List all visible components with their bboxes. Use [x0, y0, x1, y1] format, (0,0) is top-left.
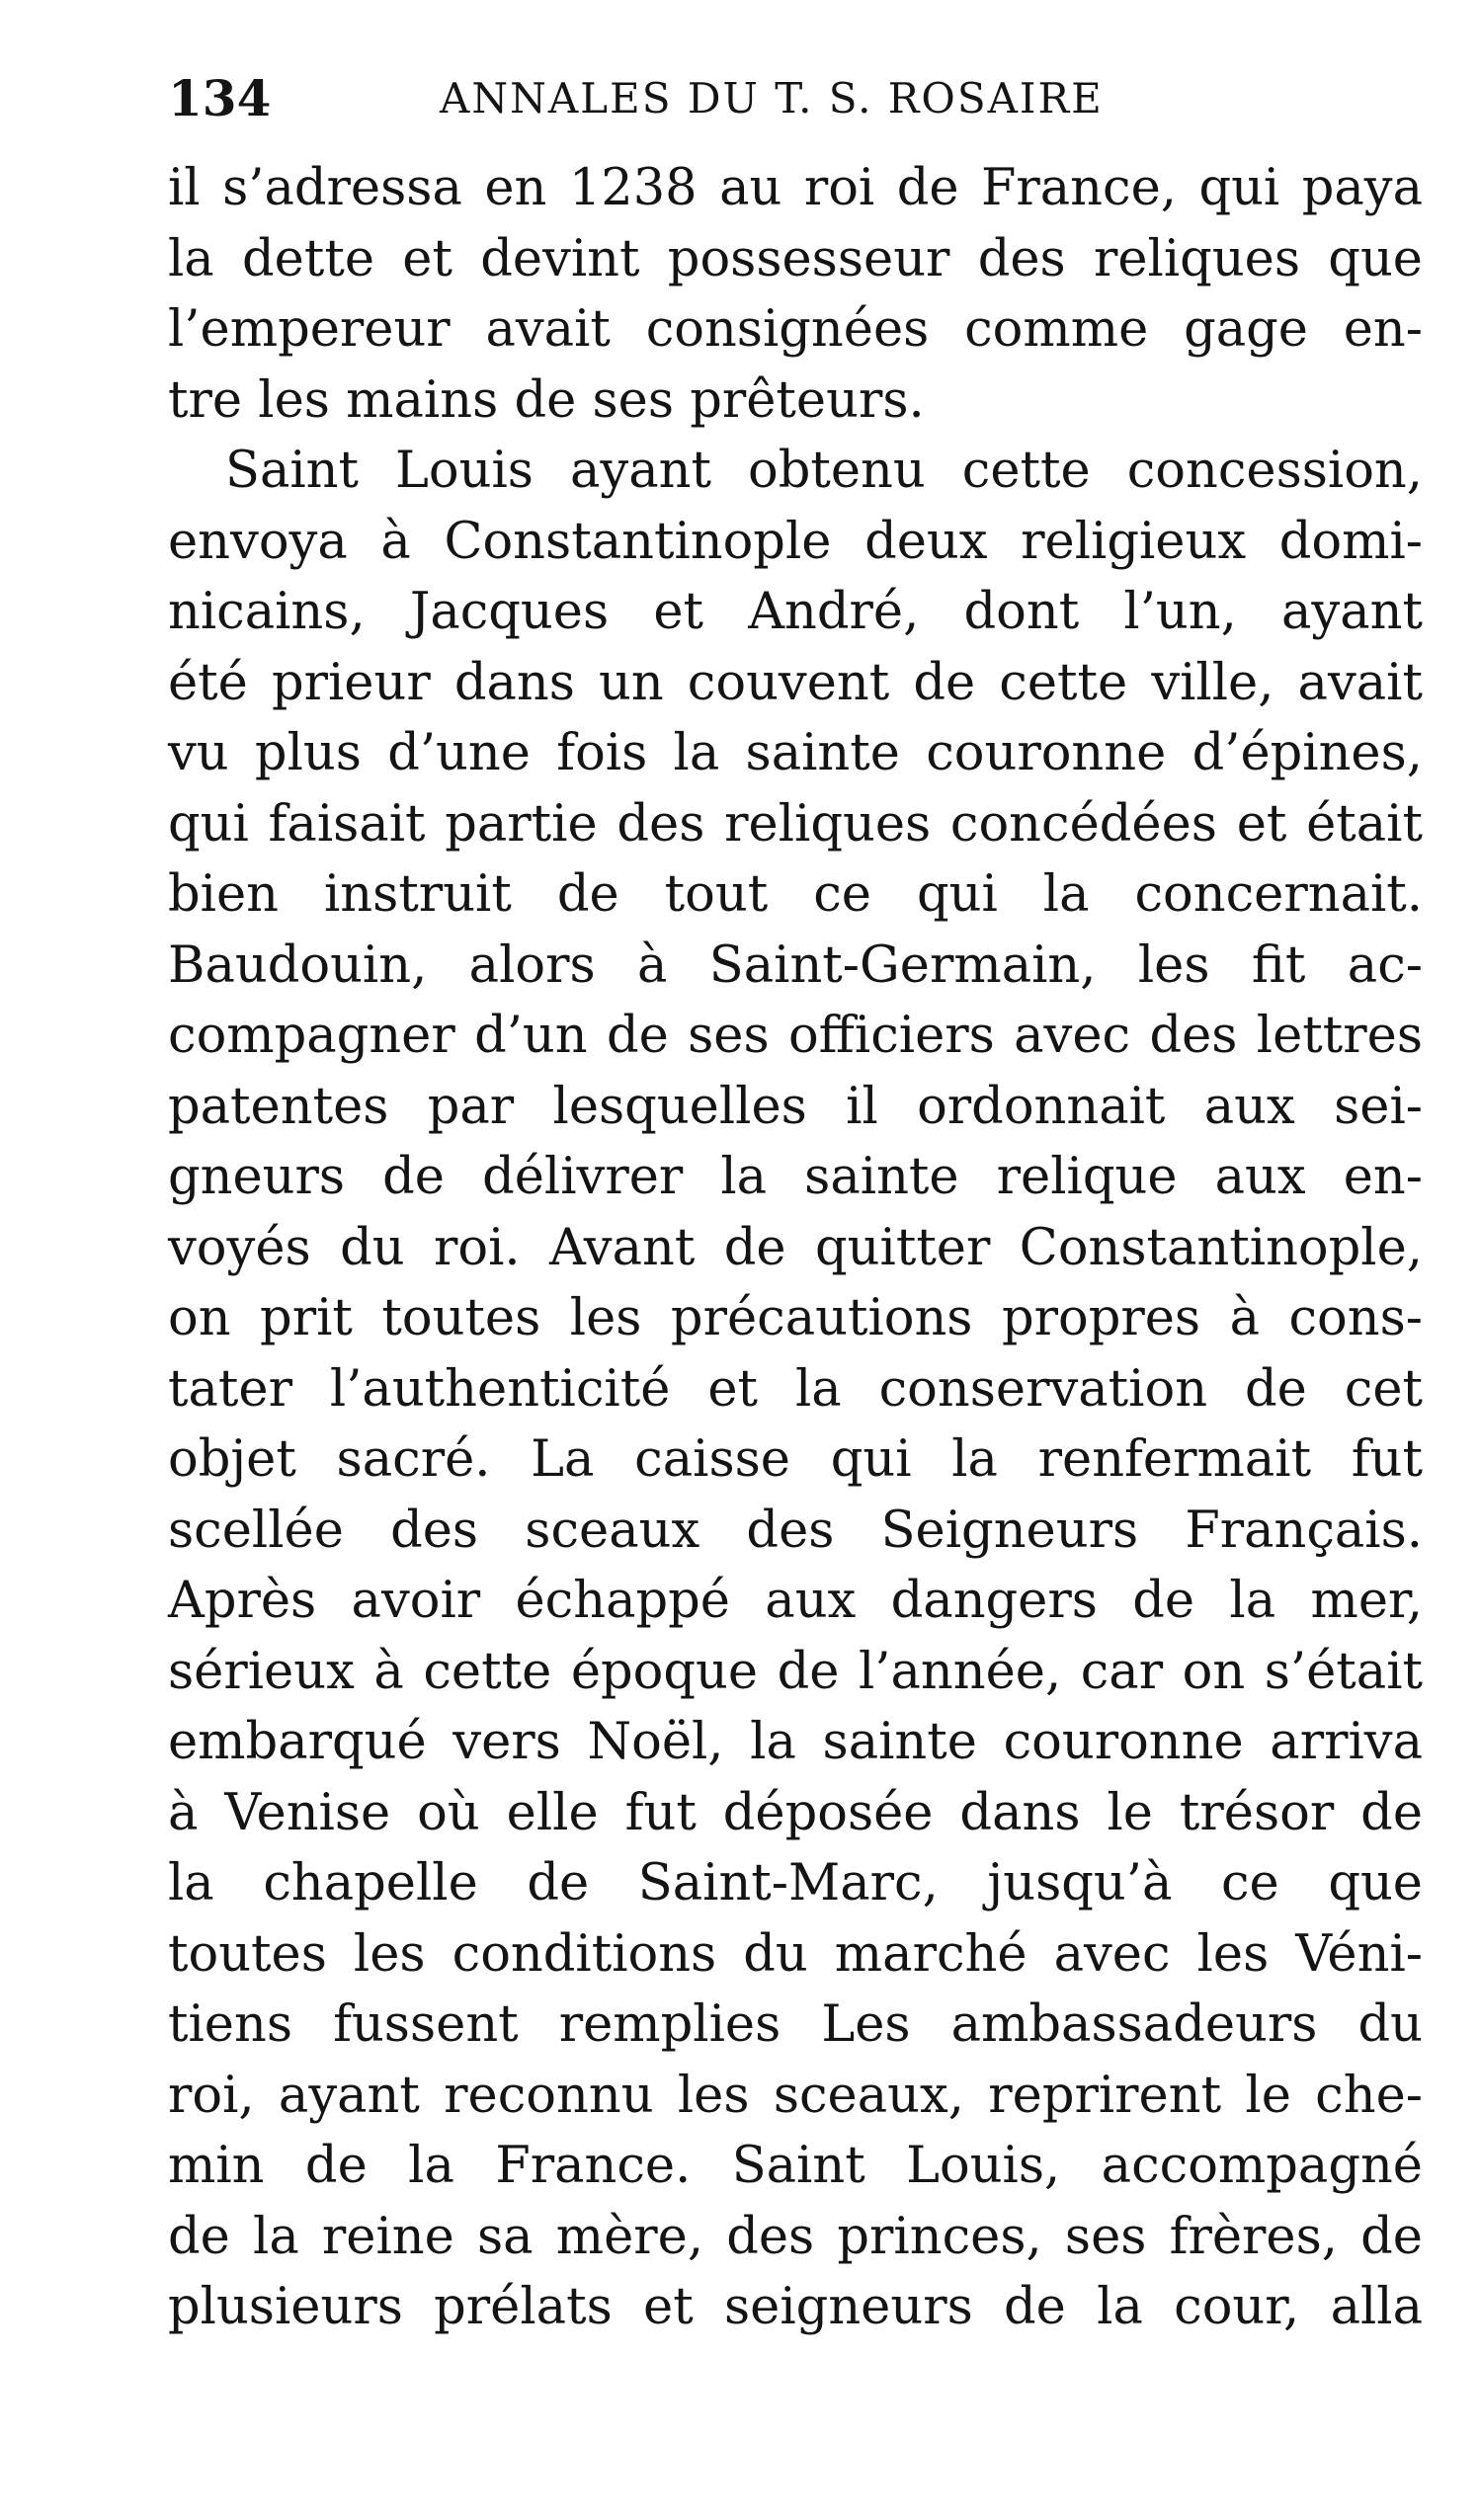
text-line: compagner d’un de ses officiers avec des lettres	[168, 1007, 1423, 1065]
text-line: bien instruit de tout ce qui la concernait.	[168, 865, 1423, 924]
text-line: l’empereur avait consignées comme gage en-	[168, 300, 1423, 359]
text-line: de la reine sa mère, des princes, ses frères, de	[168, 2207, 1423, 2266]
running-title: ANNALES DU T. S. ROSAIRE	[440, 74, 1104, 122]
text-line: sérieux à cette époque de l’année, car on s’était	[168, 1642, 1423, 1701]
text-line: tre les mains de ses prêteurs.	[168, 370, 925, 430]
text-line: objet sacré. La caisse qui la renfermait fut	[168, 1430, 1423, 1489]
text-line: qui faisait partie des reliques concédées et était	[168, 794, 1423, 854]
paragraph-2	[168, 436, 1423, 2343]
text-line: été prieur dans un couvent de cette ville, avait	[168, 653, 1423, 712]
text-line: tiens fussent remplies Les ambassadeurs du	[168, 1995, 1423, 2054]
text-line: plusieurs prélats et seigneurs de la cour, alla	[168, 2278, 1423, 2336]
page-number: 134	[168, 69, 272, 127]
paragraph-1	[168, 153, 1423, 436]
text-line: nicains, Jacques et André, dont l’un, ayant	[168, 583, 1423, 641]
text-line: min de la France. Saint Louis, accompagné	[168, 2137, 1423, 2195]
text-line: la chapelle de Saint-Marc, jusqu’à ce que	[168, 1854, 1423, 1912]
text-line: patentes par lesquelles il ordonnait aux sei-	[168, 1077, 1423, 1136]
text-line: Après avoir échappé aux dangers de la mer,	[168, 1572, 1423, 1630]
text-line: voyés du roi. Avant de quitter Constantinople,	[168, 1218, 1423, 1277]
text-line: scellée des sceaux des Seigneurs Français.	[168, 1501, 1423, 1560]
text-line: embarqué vers Noël, la sainte couronne arriva	[168, 1713, 1423, 1771]
text-line: vu plus d’une fois la sainte couronne d’épines,	[168, 724, 1423, 782]
text-line: tater l’authenticité et la conservation de cet	[168, 1359, 1423, 1419]
text-line: gneurs de délivrer la sainte relique aux en-	[168, 1148, 1423, 1206]
page-header	[168, 59, 1423, 138]
text-line: on prit toutes les précautions propres à cons-	[168, 1289, 1423, 1347]
text-line: envoya à Constantinople deux religieux domi-	[168, 512, 1423, 571]
text-line: Saint Louis ayant obtenu cette concession,	[225, 442, 1423, 500]
body-text	[168, 153, 1423, 2343]
text-line: il s’adressa en 1238 au roi de France, qui paya	[168, 159, 1423, 217]
text-line: toutes les conditions du marché avec les Véni-	[168, 1924, 1423, 1984]
text-line: la dette et devint possesseur des reliques que	[168, 229, 1423, 288]
text-line: roi, ayant reconnu les sceaux, reprirent le che-	[168, 2066, 1423, 2125]
text-line: Baudouin, alors à Saint-Germain, les fit ac-	[168, 935, 1423, 995]
text-line: à Venise où elle fut déposée dans le trésor de	[168, 1783, 1423, 1842]
